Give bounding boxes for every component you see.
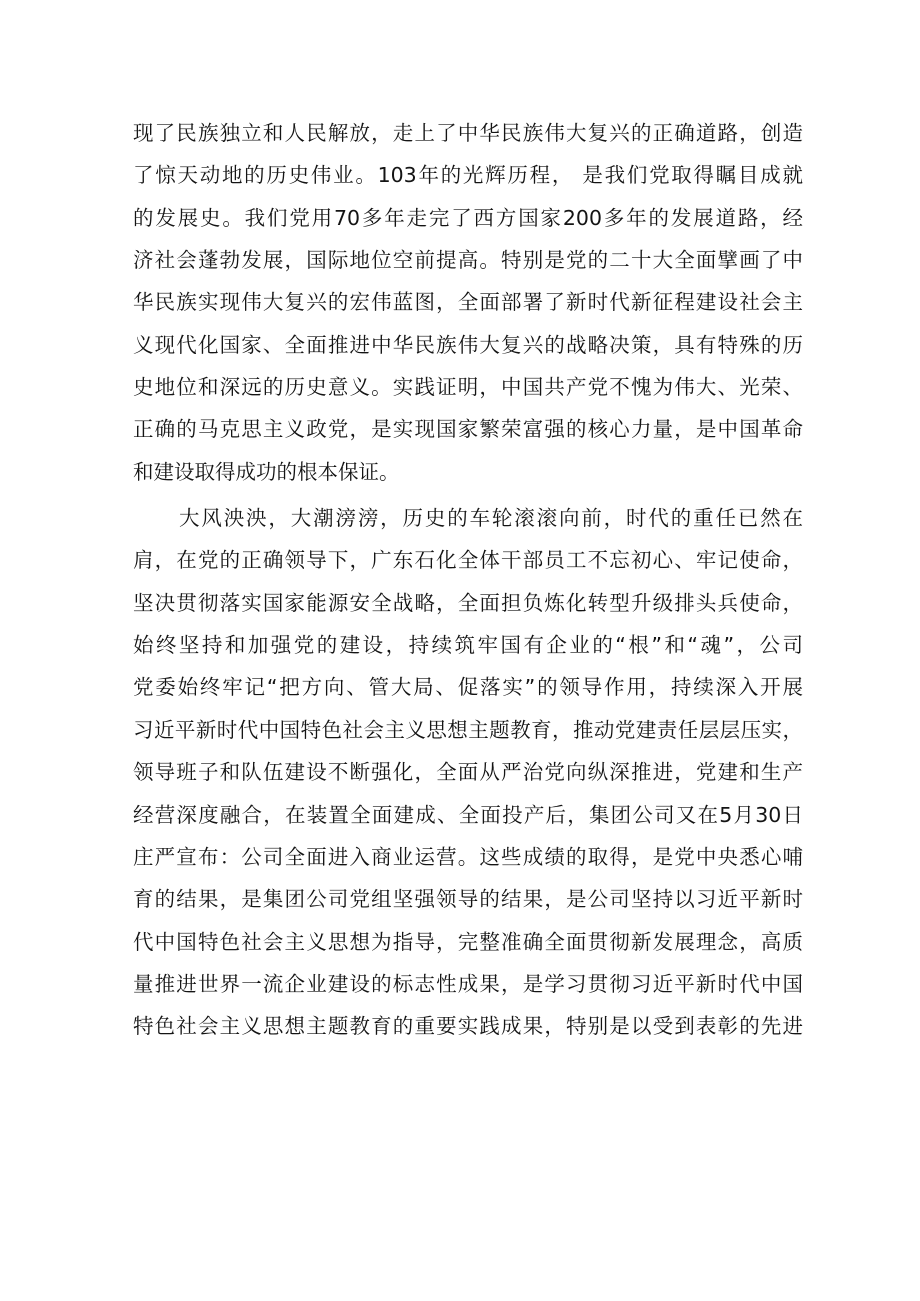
text-line: 义现代化国家、全面推进中华民族伟大复兴的战略决策，具有特殊的历 xyxy=(133,332,803,357)
text-line: 特色社会主义思想主题教育的重要实践成果，特别是以受到表彰的先进 xyxy=(133,1014,803,1039)
body-text xyxy=(133,112,803,1048)
text-line: 华民族实现伟大复兴的宏伟蓝图，全面部署了新时代新征程建设社会主 xyxy=(133,290,803,315)
text-line: 习近平新时代中国特色社会主义思想主题教育，推动党建责任层层压实， xyxy=(133,717,803,742)
text-line: 领导班子和队伍建设不断强化，全面从严治党向纵深推进，党建和生产 xyxy=(133,760,803,785)
text-line: 量推进世界一流企业建设的标志性成果，是学习贯彻习近平新时代中国 xyxy=(133,971,803,996)
text-line: 坚决贯彻落实国家能源安全战略，全面担负炼化转型升级排头兵使命， xyxy=(133,590,803,615)
text-line: 了惊天动地的历史伟业。103年的光辉历程， 是我们党取得瞩目成就 xyxy=(133,163,803,188)
text-line: 和建设取得成功的根本保证。 xyxy=(133,459,400,484)
text-line: 正确的马克思主义政党，是实现国家繁荣富强的核心力量，是中国革命 xyxy=(133,417,803,442)
text-line: 始终坚持和加强党的建设，持续筑牢国有企业的“根”和“魂”，公司 xyxy=(133,633,803,658)
text-line: 育的结果，是集团公司党组坚强领导的结果，是公司坚持以习近平新时 xyxy=(133,887,803,912)
text-line: 党委始终牢记“把方向、管大局、促落实”的领导作用，持续深入开展 xyxy=(133,675,803,700)
text-line: 庄严宣布：公司全面进入商业运营。这些成绩的取得，是党中央悉心哺 xyxy=(133,844,803,869)
text-line: 代中国特色社会主义思想为指导，完整准确全面贯彻新发展理念，高质 xyxy=(133,929,803,954)
text-line: 史地位和深远的历史意义。实践证明，中国共产党不愧为伟大、光荣、 xyxy=(133,375,803,400)
text-line: 济社会蓬勃发展，国际地位空前提高。特别是党的二十大全面擘画了中 xyxy=(133,248,803,273)
text-line: 肩，在党的正确领导下，广东石化全体干部员工不忘初心、牢记使命， xyxy=(133,548,803,573)
paragraph-2 xyxy=(133,497,803,1047)
text-line: 的发展史。我们党用70多年走完了西方国家200多年的发展道路，经 xyxy=(133,205,803,230)
text-line: 现了民族独立和人民解放，走上了中华民族伟大复兴的正确道路，创造 xyxy=(133,121,803,145)
text-line: 大风泱泱，大潮滂滂，历史的车轮滚滚向前，时代的重任已然在 xyxy=(179,506,803,531)
text-line: 经营深度融合，在装置全面建成、全面投产后，集团公司又在5月30日 xyxy=(133,802,803,827)
paragraph-1 xyxy=(133,112,803,493)
